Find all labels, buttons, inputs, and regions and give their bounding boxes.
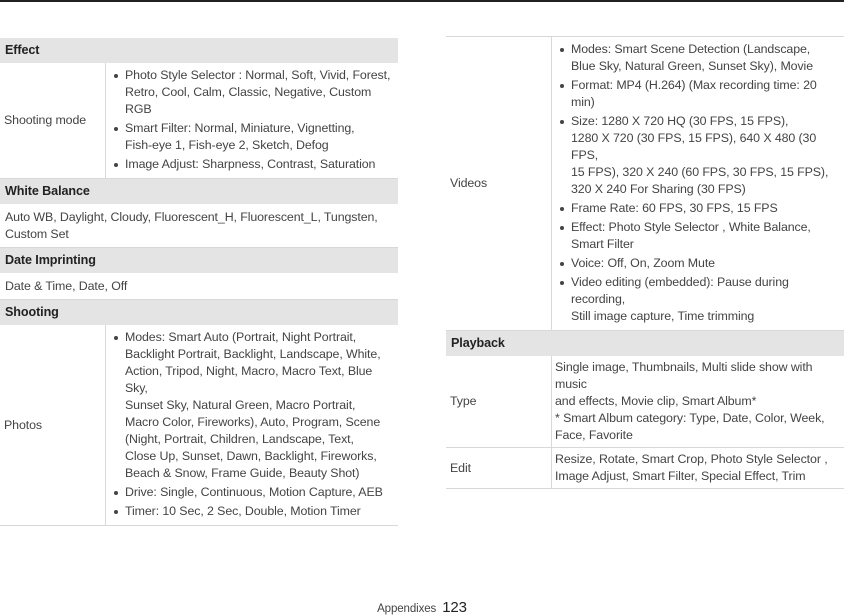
spec-row-photos — [0, 325, 398, 526]
left-spec-column — [0, 38, 398, 526]
spec-row-videos — [446, 36, 844, 331]
row-body-photos — [106, 325, 398, 525]
list-item: Modes: Smart Scene Detection (Landscape, Blue Sky, Natural Green, Sunset Sky), Movie — [560, 40, 840, 76]
top-rule — [0, 0, 844, 2]
date-imprinting-text: Date & Time, Date, Off — [0, 273, 398, 300]
right-spec-column — [446, 36, 844, 489]
spec-row-shooting-mode — [0, 63, 398, 179]
spec-row-edit — [446, 448, 844, 489]
list-item: Size: 1280 X 720 HQ (30 FPS, 15 FPS), 1280 X 720 (30 FPS, 15 FPS), 640 X 480 (30 FPS, 15 FPS), 320 X 240 (60 FPS, 30 FPS, 15 FPS), 320 X 240 For Sharing (30 FPS) — [560, 112, 840, 199]
list-item: Effect: Photo Style Selector , White Balance, Smart Filter — [560, 218, 840, 254]
section-header-effect: Effect — [0, 38, 398, 63]
bullet-list — [114, 328, 394, 521]
list-item: Photo Style Selector : Normal, Soft, Vivid, Forest, Retro, Cool, Calm, Classic, Negative, Custom RGB — [114, 66, 394, 119]
row-body-type: Single image, Thumbnails, Multi slide show with music and effects, Movie clip, Smart Album* * Smart Album category: Type, Date, Color, Week, Face, Favorite — [555, 360, 825, 442]
list-item: Timer: 10 Sec, 2 Sec, Double, Motion Timer — [114, 502, 394, 521]
section-header-shooting: Shooting — [0, 300, 398, 325]
list-item: Voice: Off, On, Zoom Mute — [560, 254, 840, 273]
row-label-edit: Edit — [446, 448, 552, 488]
list-item: Video editing (embedded): Pause during recording, Still image capture, Time trimming — [560, 273, 840, 326]
list-item: Image Adjust: Sharpness, Contrast, Saturation — [114, 155, 394, 174]
section-header-playback: Playback — [446, 331, 844, 356]
section-header-white-balance: White Balance — [0, 179, 398, 204]
section-header-date-imprinting: Date Imprinting — [0, 248, 398, 273]
list-item: Smart Filter: Normal, Miniature, Vignetting, Fish-eye 1, Fish-eye 2, Sketch, Defog — [114, 119, 394, 155]
bullet-list — [114, 66, 394, 174]
row-label-type: Type — [446, 356, 552, 447]
row-label-videos: Videos — [446, 37, 552, 330]
list-item: Drive: Single, Continuous, Motion Capture, AEB — [114, 483, 394, 502]
row-label-photos: Photos — [0, 325, 106, 525]
footer-section-label: Appendixes — [377, 603, 437, 615]
row-body-edit: Resize, Rotate, Smart Crop, Photo Style Selector , Image Adjust, Smart Filter, Special Effect, Trim — [555, 452, 828, 483]
white-balance-text: Auto WB, Daylight, Cloudy, Fluorescent_H, Fluorescent_L, Tungsten, Custom Set — [0, 204, 398, 248]
list-item: Frame Rate: 60 FPS, 30 FPS, 15 FPS — [560, 199, 840, 218]
page-footer — [0, 599, 844, 616]
list-item: Modes: Smart Auto (Portrait, Night Portrait, Backlight Portrait, Backlight, Landscape, White, Action, Tripod, Night, Macro, Macro Text, Blue Sky, Sunset Sky, Natural Green, Macro Portrait, Macro Color, Fireworks), Auto, Program, Scene (Night, Portrait, Children, Landscape, Text, Close Up, Sunset, Dawn, Backlight, Fireworks, Beach & Snow, Frame Guide, Beauty Shot) — [114, 328, 394, 483]
spec-row-type — [446, 356, 844, 448]
page-number: 123 — [442, 599, 467, 616]
row-body-shooting-mode — [106, 63, 398, 178]
list-item: Format: MP4 (H.264) (Max recording time: 20 min) — [560, 76, 840, 112]
bullet-list — [560, 40, 840, 326]
row-label-shooting-mode: Shooting mode — [0, 63, 106, 178]
row-body-videos — [552, 37, 844, 330]
